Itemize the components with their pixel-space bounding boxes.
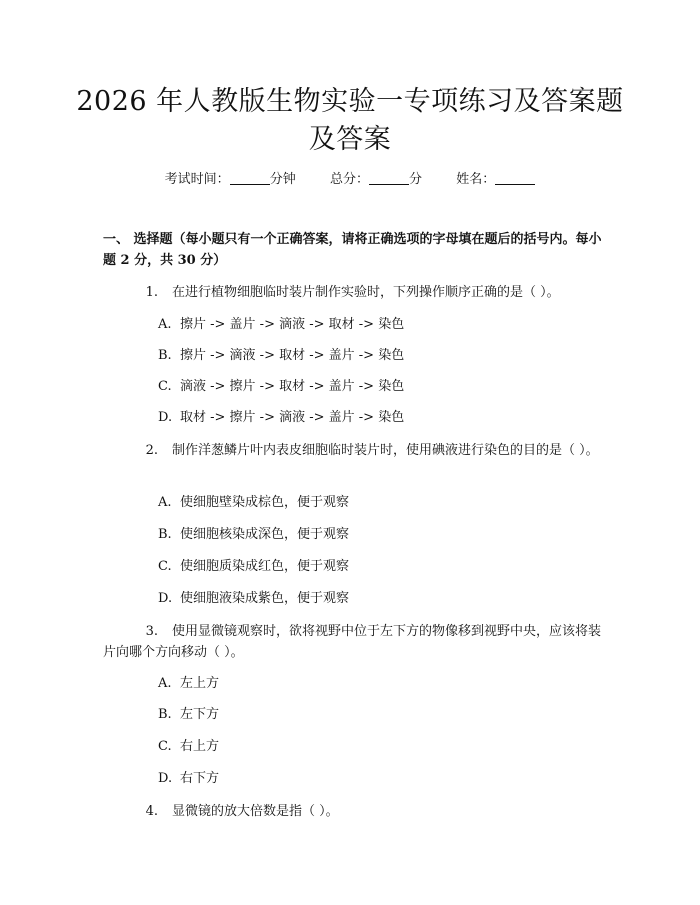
option-letter: B. — [158, 527, 172, 542]
option-letter: D. — [158, 591, 173, 606]
option-text: 取材 -> 擦片 -> 滴液 -> 盖片 -> 染色 — [180, 410, 405, 425]
option-letter: B. — [158, 707, 172, 722]
option-text: 擦片 -> 盖片 -> 滴液 -> 取材 -> 染色 — [180, 317, 405, 332]
option-letter: C. — [158, 739, 172, 754]
option-3c — [158, 738, 219, 756]
option-text: 使细胞壁染成棕色，便于观察 — [180, 495, 350, 510]
option-2b — [158, 526, 349, 544]
option-text: 左下方 — [180, 707, 220, 722]
question-1 — [103, 282, 603, 303]
page-title — [70, 83, 630, 159]
time-blank — [230, 172, 270, 185]
option-text: 滴液 -> 擦片 -> 取材 -> 盖片 -> 染色 — [180, 379, 405, 394]
title-line-2: 及答案 — [308, 124, 392, 155]
option-letter: C. — [158, 559, 172, 574]
option-1b — [158, 347, 404, 365]
option-1c — [158, 378, 404, 396]
question-text: 制作洋葱鳞片叶内表皮细胞临时装片时，使用碘液进行染色的目的是（ ）。 — [172, 443, 599, 458]
option-3b — [158, 706, 219, 724]
question-number: 1. — [145, 285, 158, 300]
score-label: 总分： — [329, 172, 369, 187]
option-letter: B. — [158, 348, 172, 363]
option-text: 使细胞核染成深色，便于观察 — [180, 527, 350, 542]
question-number: 3. — [145, 624, 158, 639]
option-3a — [158, 675, 219, 693]
option-letter: A. — [158, 495, 172, 510]
question-2 — [103, 440, 603, 461]
option-letter: A. — [158, 317, 172, 332]
option-text: 右上方 — [180, 739, 220, 754]
option-text: 使细胞液染成紫色，便于观察 — [180, 591, 350, 606]
option-text: 右下方 — [180, 771, 220, 786]
option-2a — [158, 494, 349, 512]
section-heading: 一、 选择题（每小题只有一个正确答案，请将正确选项的字母填在题后的括号内。每小题 2 分，共 30 分） — [103, 232, 602, 268]
time-unit: 分钟 — [269, 172, 296, 187]
option-3d — [158, 770, 219, 788]
option-letter: D. — [158, 410, 173, 425]
question-number: 4. — [145, 804, 158, 819]
question-3 — [103, 621, 603, 663]
question-4 — [103, 801, 603, 822]
option-text: 左上方 — [180, 676, 220, 691]
question-number: 2. — [145, 443, 158, 458]
question-text: 使用显微镜观察时，欲将视野中位于左下方的物像移到视野中央，应该将装片向哪个方向移动（ ）。 — [103, 624, 602, 660]
option-letter: A. — [158, 676, 172, 691]
option-letter: D. — [158, 771, 173, 786]
option-2d — [158, 590, 349, 608]
option-text: 擦片 -> 滴液 -> 取材 -> 盖片 -> 染色 — [180, 348, 405, 363]
title-line-1: 2026 年人教版生物实验一专项练习及答案题 — [76, 86, 624, 117]
question-text: 在进行植物细胞临时装片制作实验时，下列操作顺序正确的是（ ）。 — [172, 285, 560, 300]
score-blank — [369, 172, 409, 185]
time-label: 考试时间： — [164, 172, 230, 187]
question-text: 显微镜的放大倍数是指（ ）。 — [172, 804, 339, 819]
exam-meta — [0, 168, 700, 187]
option-1a — [158, 316, 404, 334]
option-text: 使细胞质染成红色，便于观察 — [180, 559, 350, 574]
name-label: 姓名： — [456, 172, 496, 187]
option-2c — [158, 558, 349, 576]
option-1d — [158, 409, 404, 427]
score-unit: 分 — [409, 172, 423, 187]
name-blank — [495, 172, 535, 185]
option-letter: C. — [158, 379, 172, 394]
